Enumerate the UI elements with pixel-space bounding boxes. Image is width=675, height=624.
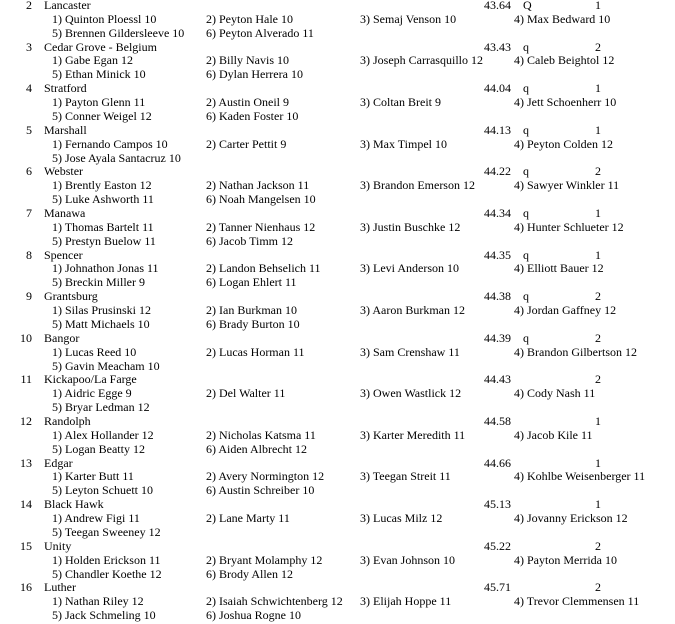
relay-time: 43.43	[484, 39, 511, 54]
alternate-5: 5) Prestyn Buelow 11	[52, 233, 156, 248]
runner-3: 3) Justin Buschke 12	[360, 219, 461, 234]
runner-4: 4) Kohlbe Weisenberger 11	[514, 469, 646, 484]
place-number: 11	[20, 372, 32, 387]
heat-number: 2	[595, 39, 601, 54]
runner-3: 3) Coltan Breit 9	[360, 95, 441, 110]
runner-4: 4) Payton Merrida 10	[514, 552, 617, 567]
school-name: Manawa	[44, 206, 86, 220]
runner-1: 1) Alex Hollander 12	[52, 427, 154, 442]
school-name: Grantsburg	[44, 289, 98, 304]
runner-4: 4) Brandon Gilbertson 12	[514, 344, 637, 359]
runner-4: 4) Cody Nash 11	[514, 386, 596, 401]
place-number: 5	[26, 122, 32, 137]
qualifier-mark: Q	[523, 0, 532, 12]
alternate-6: 6) Joshua Rogne 10	[206, 608, 301, 623]
qualifier-mark: q	[523, 122, 529, 137]
relay-time: 44.39	[484, 330, 511, 345]
qualifier-mark: q	[523, 164, 529, 179]
relay-time: 44.22	[484, 164, 511, 179]
alternate-5: 5) Jack Schmeling 10	[52, 608, 156, 623]
place-number: 3	[26, 39, 32, 54]
relay-time: 44.66	[484, 455, 511, 470]
relay-entry	[0, 373, 675, 415]
runner-2: 2) Nicholas Katsma 11	[206, 427, 316, 442]
relay-entry	[0, 415, 675, 457]
runner-1: 1) Brently Easton 12	[52, 178, 152, 193]
heat-number: 1	[595, 122, 601, 137]
heat-number: 1	[595, 414, 601, 428]
relay-entry	[0, 540, 675, 582]
runner-2: 2) Billy Navis 10	[206, 53, 289, 68]
relay-entry	[0, 581, 675, 623]
alternate-5: 5) Luke Ashworth 11	[52, 192, 154, 207]
heat-number: 2	[595, 330, 601, 345]
runner-2: 2) Isaiah Schwichtenberg 12	[206, 594, 343, 609]
runner-4: 4) Hunter Schlueter 12	[514, 219, 624, 234]
alternate-5: 5) Leyton Schuett 10	[52, 483, 153, 498]
school-name: Kickapoo/La Farge	[44, 372, 137, 387]
place-number: 13	[20, 455, 32, 470]
runner-2: 2) Nathan Jackson 11	[206, 178, 310, 193]
alternate-5: 5) Brennen Gildersleeve 10	[52, 25, 185, 40]
qualifier-mark: q	[523, 330, 529, 345]
relay-time: 44.38	[484, 289, 511, 304]
runner-2: 2) Lane Marty 11	[206, 511, 290, 526]
place-number: 10	[20, 330, 32, 345]
relay-entry	[0, 0, 675, 41]
relay-entry	[0, 332, 675, 374]
heat-number: 2	[595, 372, 601, 387]
runner-2: 2) Carter Pettit 9	[206, 136, 287, 151]
school-name: Cedar Grove - Belgium	[44, 39, 157, 54]
runner-1: 1) Andrew Figi 11	[52, 511, 140, 526]
runner-1: 1) Lucas Reed 10	[52, 344, 137, 359]
runner-1: 1) Payton Glenn 11	[52, 95, 146, 110]
runner-4: 4) Jett Schoenherr 10	[514, 95, 617, 110]
school-name: Marshall	[44, 122, 87, 137]
qualifier-mark: q	[523, 206, 529, 220]
runner-3: 3) Semaj Venson 10	[360, 11, 457, 26]
runner-2: 2) Peyton Hale 10	[206, 11, 293, 26]
heat-number: 2	[595, 164, 601, 179]
alternate-6: 6) Logan Ehlert 11	[206, 275, 297, 290]
runner-2: 2) Ian Burkman 10	[206, 303, 297, 318]
runner-3: 3) Owen Wastlick 12	[360, 386, 462, 401]
runner-3: 3) Teegan Streit 11	[360, 469, 451, 484]
heat-number: 2	[595, 289, 601, 304]
runner-3: 3) Aaron Burkman 12	[360, 303, 465, 318]
alternate-6: 6) Brady Burton 10	[206, 316, 300, 331]
relay-time: 44.04	[484, 81, 511, 96]
alternate-5: 5) Chandler Koethe 12	[52, 566, 162, 581]
school-name: Randolph	[44, 414, 91, 428]
runner-1: 1) Johnathon Jonas 11	[52, 261, 159, 276]
heat-number: 1	[595, 206, 601, 220]
runner-1: 1) Thomas Bartelt 11	[52, 219, 154, 234]
alternate-5: 5) Bryar Ledman 12	[52, 400, 150, 415]
runner-4: 4) Max Bedward 10	[514, 11, 611, 26]
runner-3: 3) Sam Crenshaw 11	[360, 344, 460, 359]
alternate-5: 5) Ethan Minick 10	[52, 67, 146, 82]
school-name: Luther	[44, 580, 76, 595]
runner-4: 4) Jordan Gaffney 12	[514, 303, 617, 318]
runner-1: 1) Silas Prusinski 12	[52, 303, 152, 318]
heat-number: 1	[595, 0, 601, 12]
runner-2: 2) Avery Normington 12	[206, 469, 325, 484]
relay-entry	[0, 457, 675, 499]
qualifier-mark: q	[523, 247, 529, 262]
runner-4: 4) Jacob Kile 11	[514, 427, 593, 442]
school-name: Bangor	[44, 330, 80, 345]
runner-2: 2) Bryant Molamphy 12	[206, 552, 323, 567]
alternate-6: 6) Austin Schreiber 10	[206, 483, 315, 498]
runner-1: 1) Karter Butt 11	[52, 469, 134, 484]
heat-number: 1	[595, 497, 601, 512]
heat-number: 1	[595, 247, 601, 262]
relay-entry	[0, 124, 675, 166]
qualifier-mark: q	[523, 39, 529, 54]
relay-entry	[0, 165, 675, 207]
runner-3: 3) Karter Meredith 11	[360, 427, 466, 442]
place-number: 4	[26, 81, 32, 96]
runner-2: 2) Landon Behselich 11	[206, 261, 321, 276]
school-name: Stratford	[44, 81, 87, 96]
relay-time: 44.13	[484, 122, 511, 137]
runner-1: 1) Gabe Egan 12	[52, 53, 133, 68]
alternate-5: 5) Logan Beatty 12	[52, 441, 145, 456]
school-name: Spencer	[44, 247, 83, 262]
alternate-5: 5) Jose Ayala Santacruz 10	[52, 150, 181, 165]
school-name: Unity	[44, 538, 72, 553]
runner-1: 1) Holden Erickson 11	[52, 552, 161, 567]
place-number: 7	[26, 206, 32, 220]
place-number: 15	[20, 538, 32, 553]
relay-entry	[0, 82, 675, 124]
heat-number: 1	[595, 81, 601, 96]
runner-3: 3) Joseph Carrasquillo 12	[360, 53, 483, 68]
relay-entry	[0, 290, 675, 332]
relay-entry	[0, 249, 675, 291]
runner-3: 3) Max Timpel 10	[360, 136, 448, 151]
relay-time: 45.22	[484, 538, 511, 553]
runner-3: 3) Levi Anderson 10	[360, 261, 459, 276]
runner-4: 4) Sawyer Winkler 11	[514, 178, 620, 193]
alternate-6: 6) Jacob Timm 12	[206, 233, 294, 248]
qualifier-mark: q	[523, 81, 529, 96]
school-name: Webster	[44, 164, 84, 179]
relay-entry	[0, 498, 675, 540]
place-number: 9	[26, 289, 32, 304]
runner-1: 1) Nathan Riley 12	[52, 594, 144, 609]
relay-time: 43.64	[484, 0, 511, 12]
runner-2: 2) Austin Oneil 9	[206, 95, 289, 110]
alternate-5: 5) Conner Weigel 12	[52, 108, 152, 123]
alternate-6: 6) Dylan Herrera 10	[206, 67, 303, 82]
place-number: 8	[26, 247, 32, 262]
heat-number: 2	[595, 538, 601, 553]
runner-1: 1) Fernando Campos 10	[52, 136, 168, 151]
alternate-6: 6) Noah Mangelsen 10	[206, 192, 316, 207]
place-number: 6	[26, 164, 32, 179]
runner-4: 4) Elliott Bauer 12	[514, 261, 604, 276]
runner-2: 2) Lucas Horman 11	[206, 344, 305, 359]
runner-1: 1) Quinton Ploessl 10	[52, 11, 157, 26]
relay-time: 44.43	[484, 372, 511, 387]
relay-time: 44.58	[484, 414, 511, 428]
place-number: 14	[20, 497, 32, 512]
place-number: 12	[20, 414, 32, 428]
runner-2: 2) Tanner Nienhaus 12	[206, 219, 316, 234]
alternate-6: 6) Kaden Foster 10	[206, 108, 299, 123]
relay-time: 44.35	[484, 247, 511, 262]
heat-number: 1	[595, 455, 601, 470]
runner-3: 3) Brandon Emerson 12	[360, 178, 475, 193]
school-name: Edgar	[44, 455, 73, 470]
relay-time: 44.34	[484, 206, 511, 220]
runner-4: 4) Jovanny Erickson 12	[514, 511, 628, 526]
alternate-6: 6) Peyton Alverado 11	[206, 25, 314, 40]
school-name: Black Hawk	[44, 497, 104, 512]
relay-entry	[0, 41, 675, 83]
runner-3: 3) Elijah Hoppe 11	[360, 594, 452, 609]
alternate-5: 5) Matt Michaels 10	[52, 316, 150, 331]
runner-4: 4) Caleb Beightol 12	[514, 53, 615, 68]
runner-3: 3) Lucas Milz 12	[360, 511, 443, 526]
runner-4: 4) Trevor Clemmensen 11	[514, 594, 640, 609]
relay-time: 45.13	[484, 497, 511, 512]
alternate-6: 6) Brody Allen 12	[206, 566, 293, 581]
runner-2: 2) Del Walter 11	[206, 386, 286, 401]
relay-entry	[0, 207, 675, 249]
alternate-5: 5) Teegan Sweeney 12	[52, 524, 161, 539]
qualifier-mark: q	[523, 289, 529, 304]
place-number: 16	[20, 580, 32, 595]
alternate-5: 5) Breckin Miller 9	[52, 275, 145, 290]
runner-3: 3) Evan Johnson 10	[360, 552, 455, 567]
school-name: Lancaster	[44, 0, 91, 12]
place-number: 2	[26, 0, 32, 12]
runner-4: 4) Peyton Colden 12	[514, 136, 613, 151]
runner-1: 1) Aidric Egge 9	[52, 386, 132, 401]
alternate-6: 6) Aiden Albrecht 12	[206, 441, 307, 456]
alternate-5: 5) Gavin Meacham 10	[52, 358, 160, 373]
heat-number: 2	[595, 580, 601, 595]
relay-time: 45.71	[484, 580, 511, 595]
